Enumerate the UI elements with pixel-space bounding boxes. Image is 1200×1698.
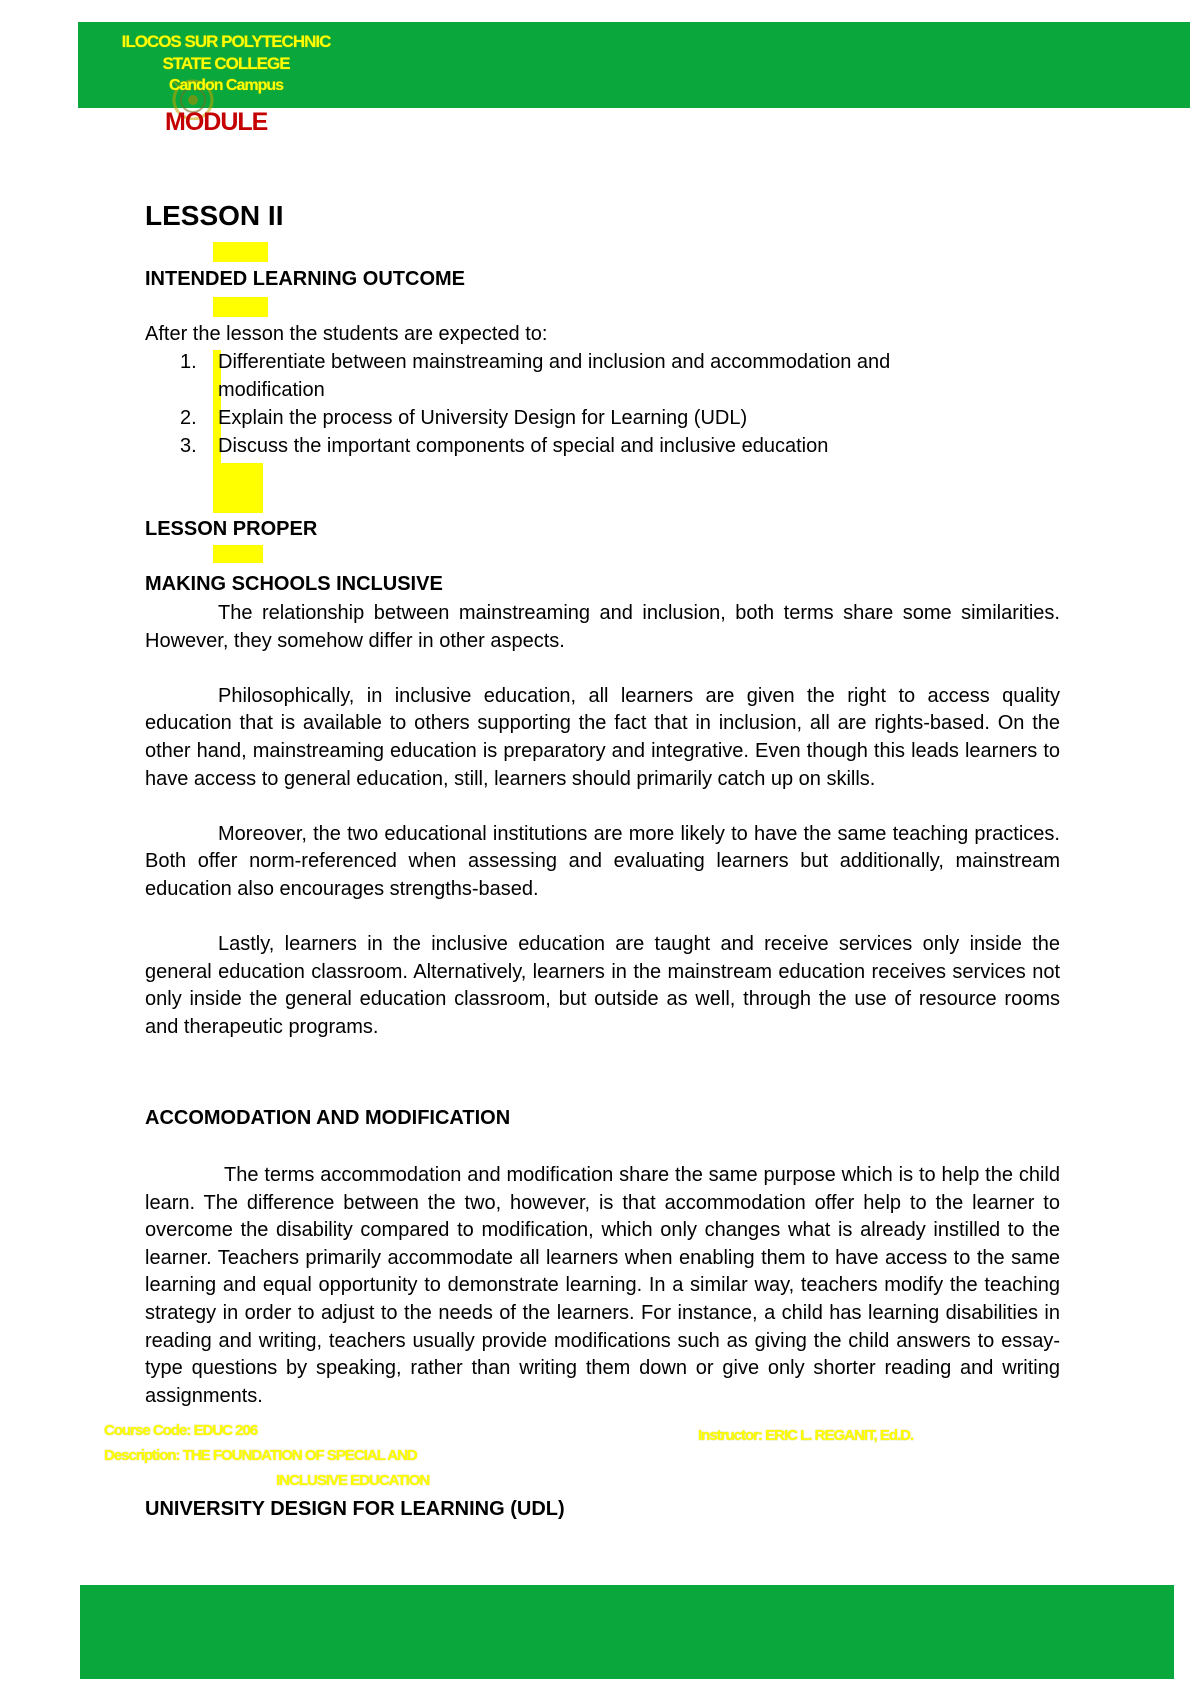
highlight-mark	[213, 545, 263, 563]
outcome-item: Differentiate between mainstreaming and inclusion and accommodation and	[218, 351, 891, 373]
module-label: MODULE	[165, 108, 268, 136]
outcome-number: 2.	[180, 407, 197, 429]
paragraph: Lastly, learners in the inclusive education are taught and receive services only inside the general education classroom. Alternatively, learners in the mainstream education receives services not only inside the general education classroom, but outside as well, through the use of resource rooms and therapeutic programs.	[145, 933, 1060, 1038]
outcome-number: 1.	[180, 351, 197, 373]
outcome-item-continued: modification	[218, 379, 325, 401]
school-name-line2: STATE COLLEGE	[162, 54, 290, 73]
paragraph: Moreover, the two educational institutions are more likely to have the same teaching practices. Both offer norm-referenced when assessing and evaluating learners but additionally, mainstream education also encourages strengths-based.	[145, 822, 1060, 900]
course-code: Course Code: EDUC 206	[104, 1422, 258, 1439]
paragraph: The terms accommodation and modification share the same purpose which is to help the child learn. The difference between the two, however, is that accommodation offer help to the learner to overcome the disability compared to modification, which only changes what is already instilled to the learner. Teachers primarily accommodate all learners when enabling them to have access to the same learning and equal opportunity to demonstrate learning. In a similar way, teachers modify the teaching strategy in order to adjust to the needs of the learners. For instance, a child has learning disabilities in reading and writing, teachers usually provide modifications such as giving the child answers to essay-type questions by speaking, rather than writing them down or give only shorter reading and writing assignments.	[145, 1164, 1060, 1407]
highlight-mark	[213, 297, 268, 317]
section-body-inclusive	[145, 600, 1060, 1042]
section-heading-inclusive: MAKING SCHOOLS INCLUSIVE	[145, 573, 443, 595]
outcome-item: Discuss the important components of special and inclusive education	[218, 435, 829, 457]
lesson-proper-heading: LESSON PROPER	[145, 518, 318, 540]
paragraph: Philosophically, in inclusive education, all learners are given the right to access quality education that is available to others supporting the fact that in inclusion, all are rights-based. On the other hand, mainstreaming education is preparatory and integrative. Even though this leads learners to have access to general education, still, learners should primarily catch up on skills.	[145, 684, 1060, 790]
section-body-accommodation	[145, 1162, 1060, 1410]
section-heading-udl: UNIVERSITY DESIGN FOR LEARNING (UDL)	[145, 1498, 565, 1520]
course-description: Description: THE FOUNDATION OF SPECIAL AND	[104, 1447, 417, 1464]
highlight-mark	[213, 242, 268, 262]
ilo-intro: After the lesson the students are expected to:	[145, 323, 548, 345]
paragraph: The relationship between mainstreaming and inclusion, both terms share some similarities. However, they somehow differ in other aspects.	[145, 602, 1060, 652]
instructor-name: Instructor: ERIC L. REGANIT, Ed.D.	[698, 1427, 914, 1444]
ilo-heading: INTENDED LEARNING OUTCOME	[145, 268, 465, 290]
outcome-item: Explain the process of University Design for Learning (UDL)	[218, 407, 748, 429]
lesson-title: LESSON II	[145, 200, 284, 231]
footer-band	[80, 1585, 1174, 1679]
course-description-continued: INCLUSIVE EDUCATION	[276, 1472, 430, 1489]
highlight-mark	[213, 463, 263, 513]
campus-name: Candon Campus	[168, 77, 284, 94]
section-heading-accommodation: ACCOMODATION AND MODIFICATION	[145, 1107, 511, 1129]
outcome-number: 3.	[180, 435, 197, 457]
school-name-line1: ILOCOS SUR POLYTECHNIC	[121, 32, 331, 51]
